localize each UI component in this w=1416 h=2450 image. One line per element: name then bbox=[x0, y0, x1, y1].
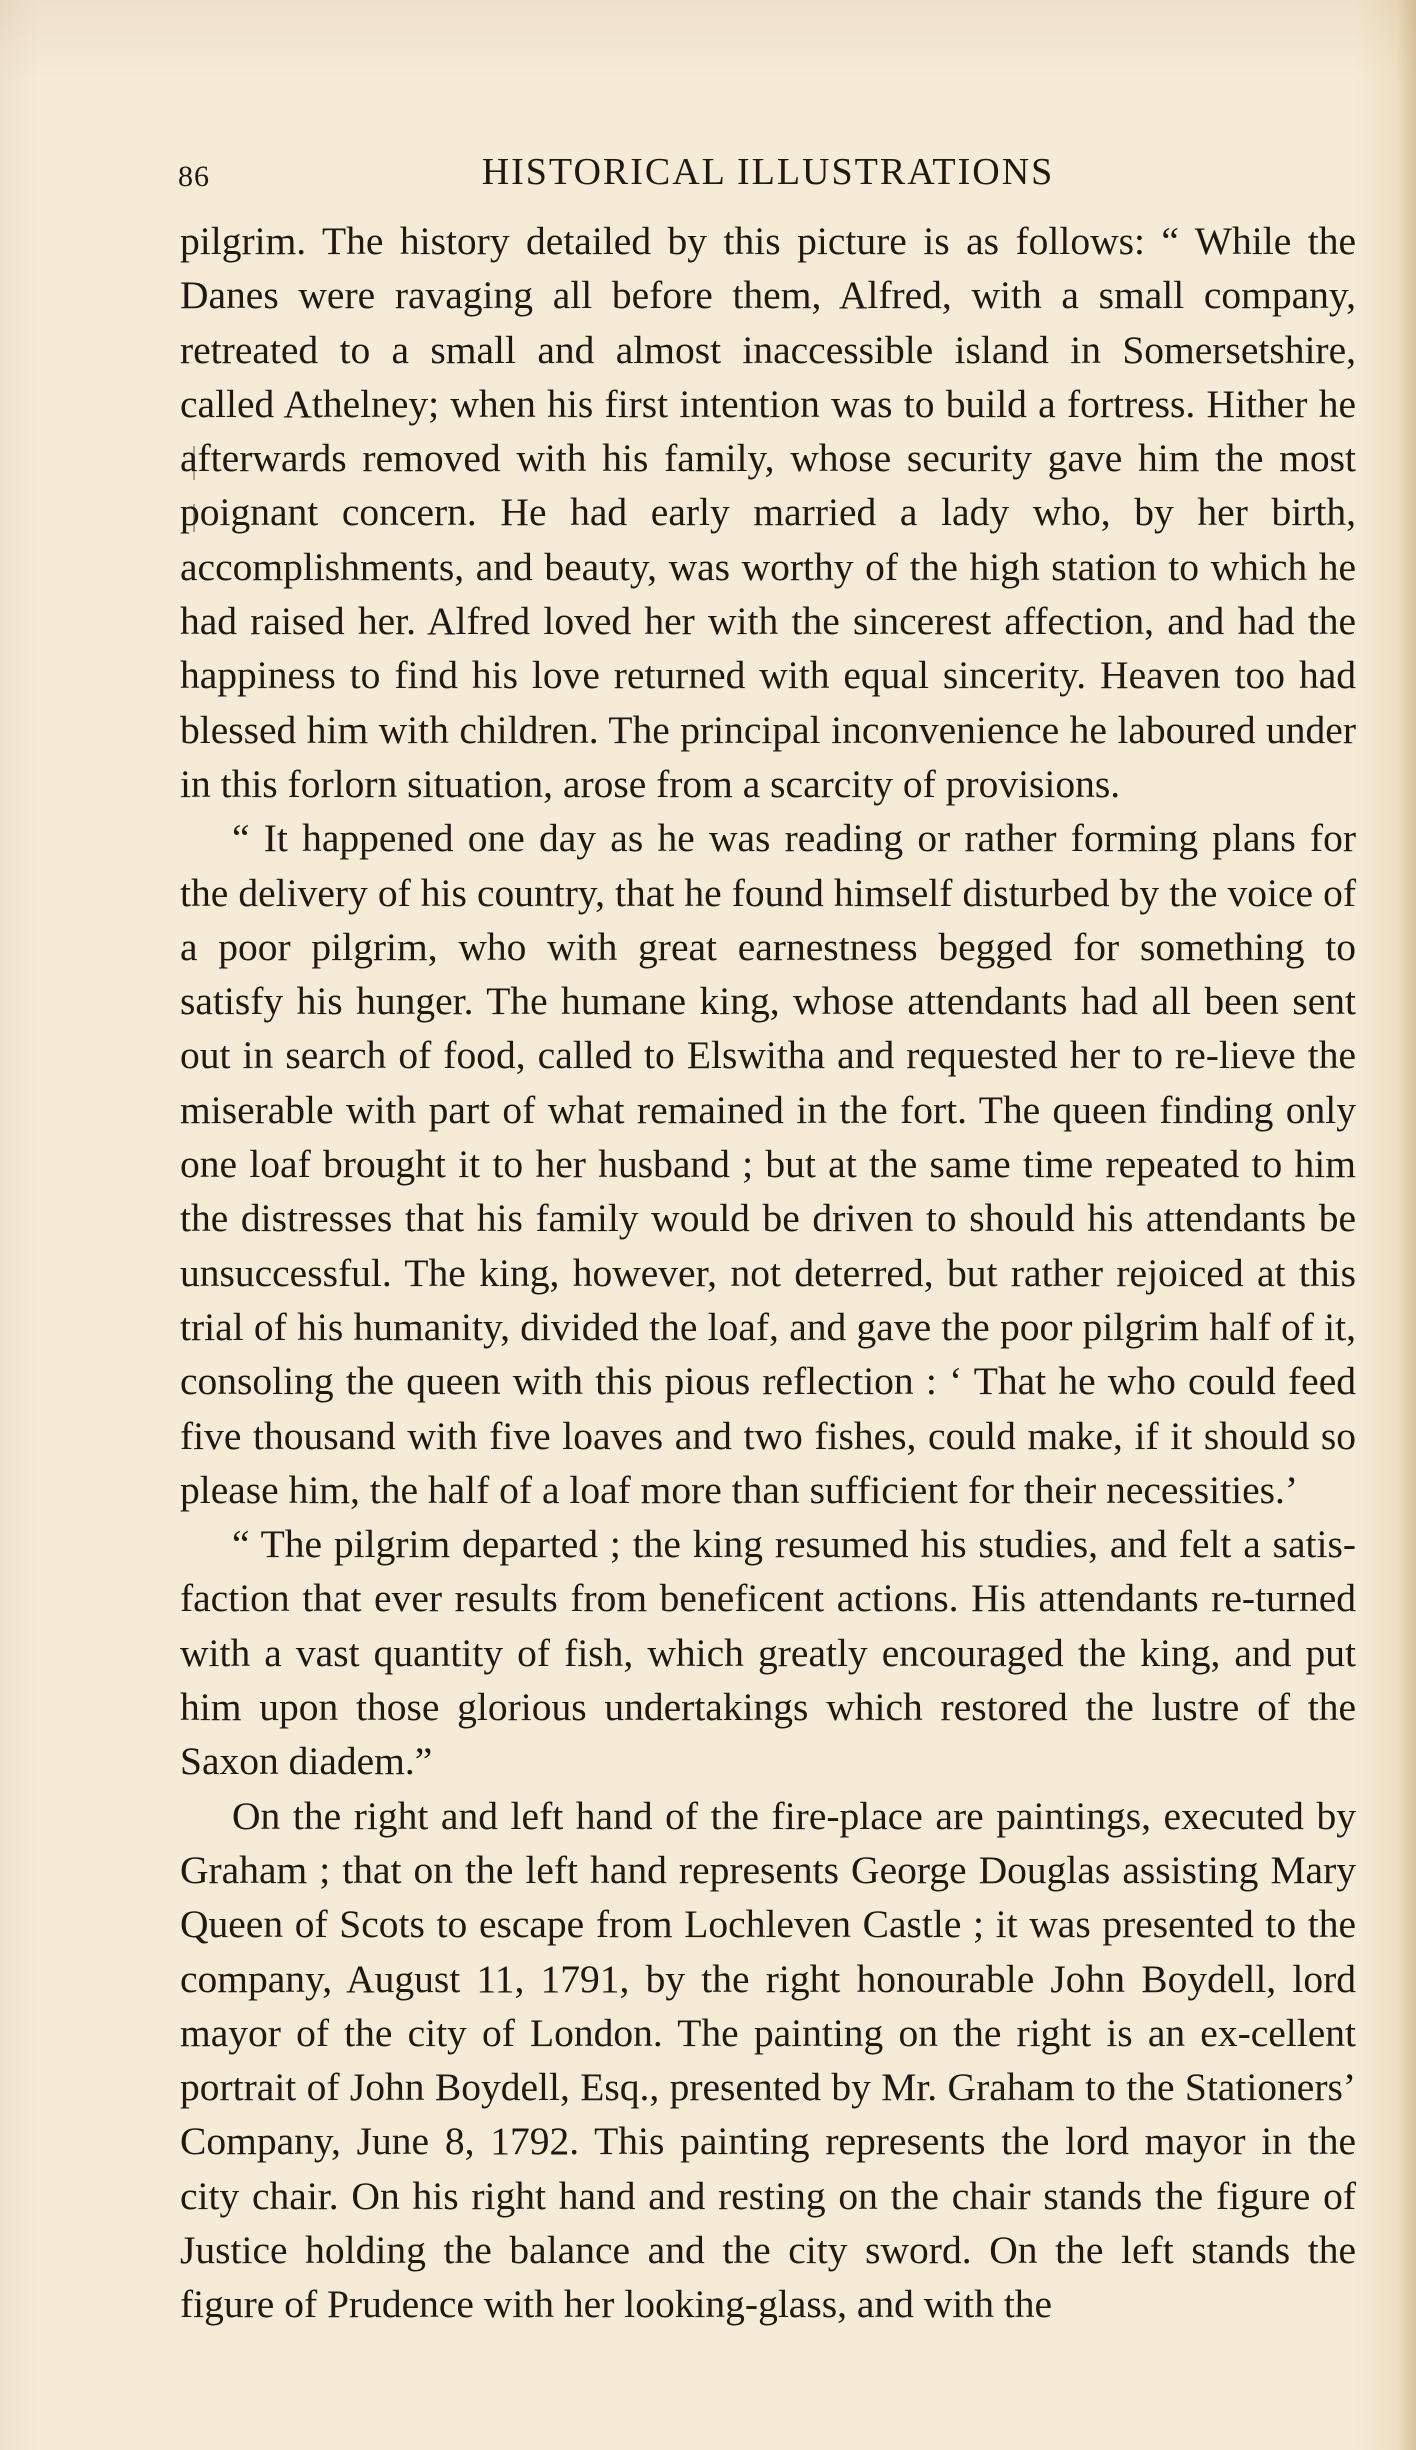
body-text bbox=[180, 214, 1356, 2332]
page-number: 86 bbox=[178, 160, 210, 193]
paragraph-1: pilgrim. The history detailed by this picture is as follows: “ While the Danes were ravaging all before them, Alfred, with a small company, retreated to a small and almost inaccessible island in Somersetshire, called Athelney; when his first intention was to build a fortress. Hither he afterwards removed with his family, whose security gave him the most poignant concern. He had early married a lady who, by her birth, accomplishments, and beauty, was worthy of the high station to which he had raised her. Alfred loved her with the sincerest affection, and had the happiness to find his love returned with equal sincerity. Heaven too had blessed him with children. The principal inconvenience he laboured under in this forlorn situation, arose from a scarcity of provisions. bbox=[180, 219, 1356, 806]
paragraph-2: “ It happened one day as he was reading or rather forming plans for the delivery of his country, that he found himself disturbed by the voice of a poor pilgrim, who with great earnestness begged for something to satisfy his hunger. The humane king, whose attendants had all been sent out in search of food, called to Elswitha and requested her to re-lieve the miserable with part of what remained in the fort. The queen finding only one loaf brought it to her husband ; but at the same time repeated to him the distresses that his family would be driven to should his attendants be unsuccessful. The king, however, not deterred, but rather rejoiced at this trial of his humanity, divided the loaf, and gave the poor pilgrim half of it, consoling the queen with this pious reflection : ‘ That he who could feed five thousand with five loaves and two fishes, could make, if it should so please him, the half of a loaf more than sufficient for their necessities.’ bbox=[180, 816, 1356, 1512]
paragraph-3: “ The pilgrim departed ; the king resumed his studies, and felt a satis-faction that ever results from beneficent actions. His attendants re-turned with a vast quantity of fish, which greatly encouraged the king, and put him upon those glorious undertakings which restored the lustre of the Saxon diadem.” bbox=[180, 1522, 1356, 1784]
page-header bbox=[178, 150, 1358, 206]
paragraph-4: On the right and left hand of the fire-place are paintings, executed by Graham ; that on the left hand represents George Douglas assisting Mary Queen of Scots to escape from Lochleven Castle ; it was presented to the company, August 11, 1791, by the right honourable John Boydell, lord mayor of the city of London. The painting on the right is an ex-cellent portrait of John Boydell, Esq., presented by Mr. Graham to the Stationers’ Company, June 8, 1792. This painting represents the lord mayor in the city chair. On his right hand and resting on the chair stands the figure of Justice holding the balance and the city sword. On the left stands the figure of Prudence with her looking-glass, and with the bbox=[180, 1793, 1356, 2327]
running-head: HISTORICAL ILLUSTRATIONS bbox=[481, 151, 1055, 193]
